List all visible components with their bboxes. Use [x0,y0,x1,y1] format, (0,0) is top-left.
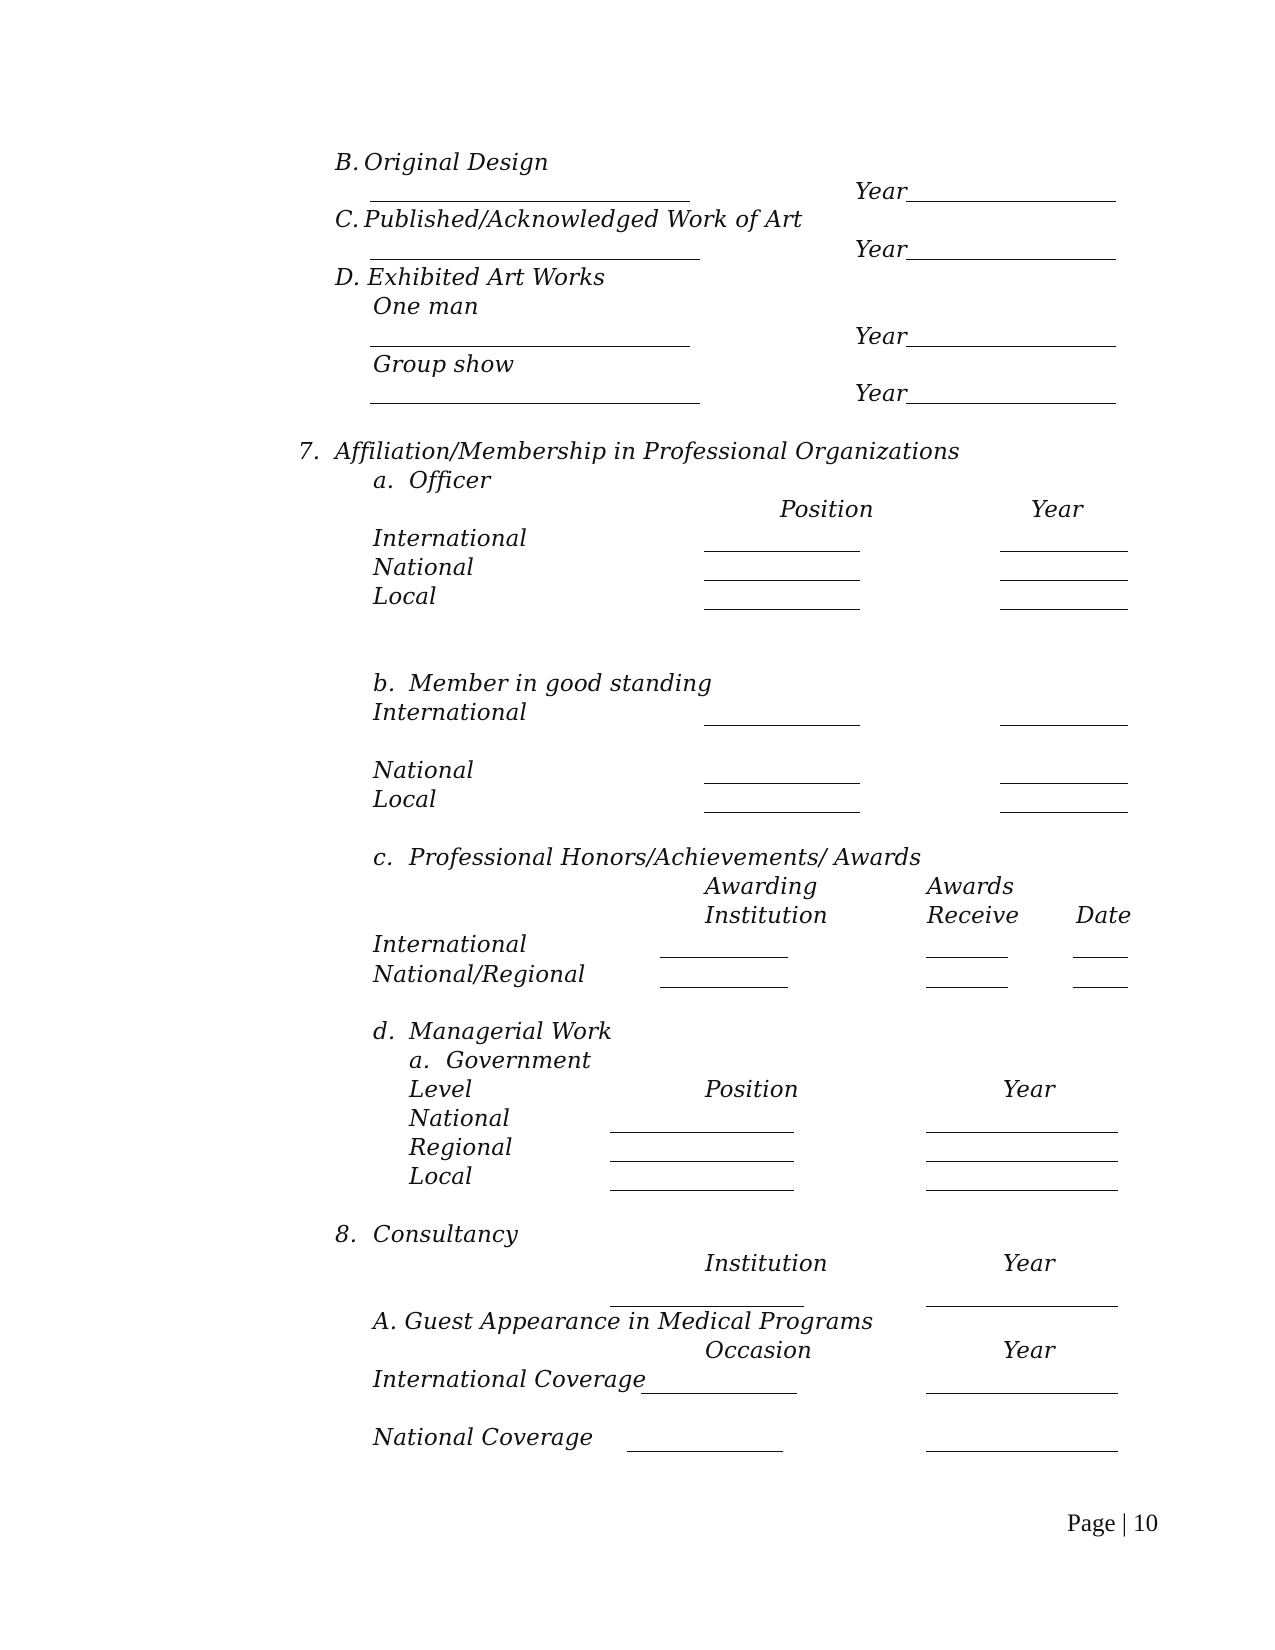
one-man-year-field[interactable] [906,346,1116,347]
guest-year-header: Year [1003,1338,1055,1364]
managerial-position-header: Position [705,1077,799,1103]
honors-national-award-field[interactable] [926,987,1008,988]
officer-national-position-field[interactable] [704,580,860,581]
one-man-field[interactable] [370,346,690,347]
position-header: Position [780,497,874,523]
member-local-position-field[interactable] [704,812,860,813]
honors-national-institution-field[interactable] [660,987,788,988]
officer-national-label: National [373,555,474,581]
group-show-label: Group show [373,352,515,378]
published-work-year-field[interactable] [906,259,1116,260]
managerial-national-position-field[interactable] [610,1132,794,1133]
section-8-number: 8. [335,1222,358,1248]
officer-title: Officer [409,468,491,494]
date-header: Date [1076,903,1132,929]
member-national-year-field[interactable] [1000,783,1128,784]
year-label: Year [855,179,907,205]
institution-header: Institution [705,1251,828,1277]
level-header: Level [409,1077,473,1103]
item-b-label: B. [335,150,360,176]
managerial-national-label: National [409,1106,510,1132]
published-work-field[interactable] [370,259,700,260]
awards-header-line2: Receive [927,903,1020,929]
honors-national-date-field[interactable] [1073,987,1128,988]
officer-label: a. [373,468,395,494]
awarding-header-line1: Awarding [705,874,818,900]
officer-local-position-field[interactable] [704,609,860,610]
awarding-header-line2: Institution [705,903,828,929]
member-local-year-field[interactable] [1000,812,1128,813]
managerial-local-label: Local [409,1164,473,1190]
managerial-year-header: Year [1003,1077,1055,1103]
item-c-title: Published/Acknowledged Work of Art [364,207,803,233]
national-coverage-year-field[interactable] [926,1451,1118,1452]
year-label: Year [855,324,907,350]
original-design-field[interactable] [370,201,690,202]
honors-label: c. [373,845,394,871]
national-coverage-label: National Coverage [373,1425,594,1451]
group-show-field[interactable] [370,403,700,404]
managerial-regional-position-field[interactable] [610,1161,794,1162]
national-coverage-occasion-field[interactable] [627,1451,783,1452]
honors-international-label: International [373,932,527,958]
guest-appearance-title: A. Guest Appearance in Medical Programs [373,1309,874,1335]
item-c-label: C. [335,207,360,233]
international-coverage-label: International Coverage [373,1367,647,1393]
managerial-local-year-field[interactable] [926,1190,1118,1191]
member-international-label: International [373,700,527,726]
managerial-regional-year-field[interactable] [926,1161,1118,1162]
page-number: Page | 10 [1067,1510,1159,1537]
managerial-title: Managerial Work [409,1019,613,1045]
consultancy-year-header: Year [1003,1251,1055,1277]
original-design-year-field[interactable] [906,201,1116,202]
officer-national-year-field[interactable] [1000,580,1128,581]
officer-local-label: Local [373,584,437,610]
honors-title: Professional Honors/Achievements/ Awards [409,845,922,871]
managerial-regional-label: Regional [409,1135,513,1161]
one-man-label: One man [373,294,479,320]
international-coverage-year-field[interactable] [926,1393,1118,1394]
section-7-title: Affiliation/Membership in Professional Organizations [335,439,960,465]
member-national-position-field[interactable] [704,783,860,784]
consultancy-institution-field[interactable] [610,1306,804,1307]
section-8-title: Consultancy [373,1222,518,1248]
group-show-year-field[interactable] [906,403,1116,404]
member-international-year-field[interactable] [1000,725,1128,726]
managerial-national-year-field[interactable] [926,1132,1118,1133]
officer-international-label: International [373,526,527,552]
officer-international-position-field[interactable] [704,551,860,552]
member-international-position-field[interactable] [704,725,860,726]
member-title: Member in good standing [409,671,713,697]
item-d-title: D. Exhibited Art Works [335,265,606,291]
honors-international-award-field[interactable] [926,957,1008,958]
year-label: Year [855,237,907,263]
government-title: Government [446,1048,592,1074]
honors-international-date-field[interactable] [1073,957,1128,958]
honors-international-institution-field[interactable] [660,957,788,958]
officer-international-year-field[interactable] [1000,551,1128,552]
awards-header-line1: Awards [927,874,1015,900]
member-national-label: National [373,758,474,784]
item-b-title: Original Design [364,150,549,176]
member-label: b. [373,671,396,697]
occasion-header: Occasion [705,1338,812,1364]
managerial-label: d. [373,1019,396,1045]
consultancy-year-field[interactable] [926,1306,1118,1307]
international-coverage-occasion-field[interactable] [641,1393,797,1394]
honors-national-label: National/Regional [373,962,586,988]
year-label: Year [855,381,907,407]
year-header: Year [1031,497,1083,523]
managerial-local-position-field[interactable] [610,1190,794,1191]
officer-local-year-field[interactable] [1000,609,1128,610]
government-label: a. [409,1048,431,1074]
member-local-label: Local [373,787,437,813]
section-7-number: 7. [298,439,321,465]
